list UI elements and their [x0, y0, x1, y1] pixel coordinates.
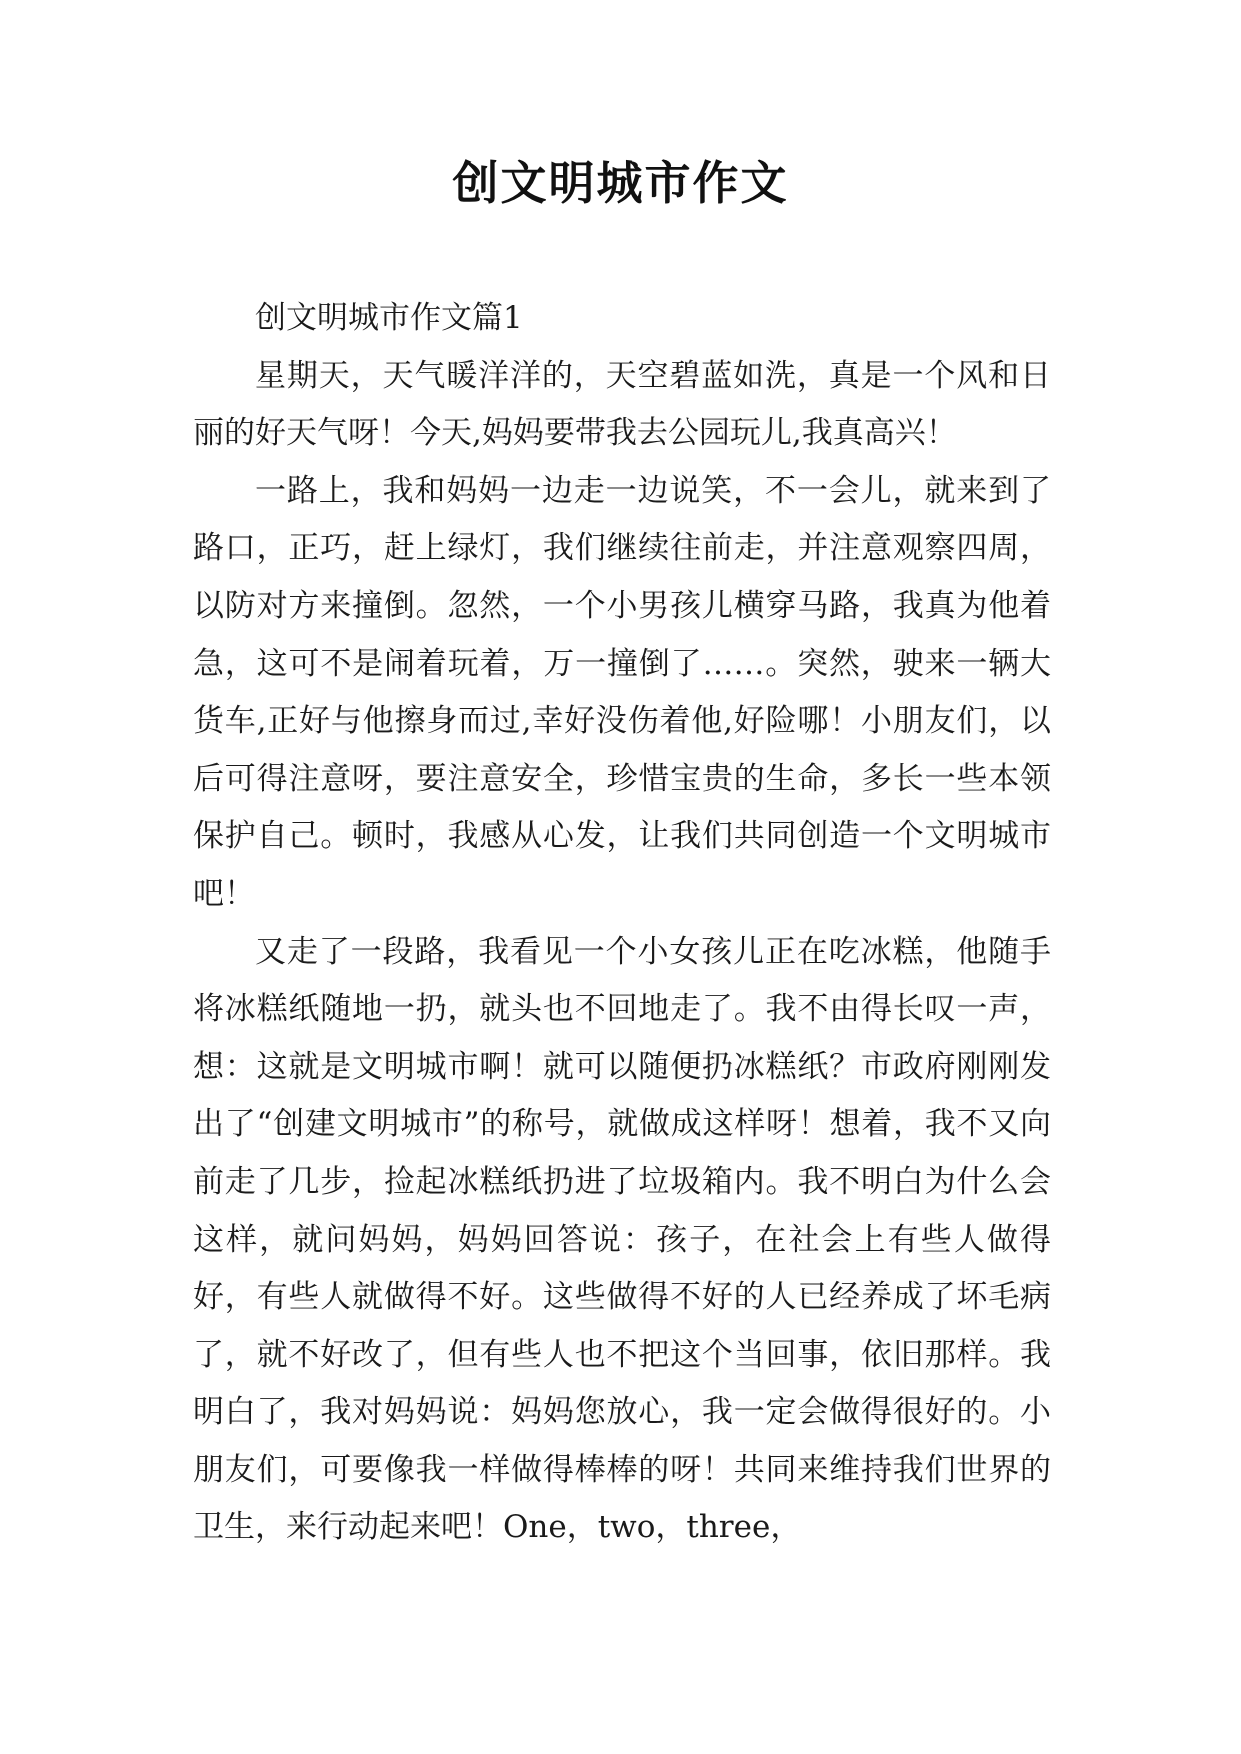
document-body [193, 290, 1051, 1557]
paragraph: 星期天，天气暖洋洋的，天空碧蓝如洗，真是一个风和日丽的好天气呀！今天,妈妈要带我去公园玩儿,我真高兴！ [193, 357, 1051, 452]
section-heading: 创文明城市作文篇1 [255, 300, 523, 336]
paragraph: 一路上，我和妈妈一边走一边说笑，不一会儿，就来到了路口，正巧，赶上绿灯，我们继续往前走，并注意观察四周，以防对方来撞倒。忽然，一个小男孩儿横穿马路，我真为他着急，这可不是闹着玩着，万一撞倒了……。突然，驶来一辆大货车,正好与他擦身而过,幸好没伤着他,好险哪！小朋友们，以后可得注意呀，要注意安全，珍惜宝贵的生命，多长一些本领保护自己。顿时，我感从心发，让我们共同创造一个文明城市吧！ [193, 472, 1051, 912]
paragraph: 又走了一段路，我看见一个小女孩儿正在吃冰糕，他随手将冰糕纸随地一扔，就头也不回地走了。我不由得长叹一声，想：这就是文明城市啊！就可以随便扔冰糕纸？市政府刚刚发出了“创建文明城市”的称号，就做成这样呀！想着，我不又向前走了几步，捡起冰糕纸扔进了垃圾箱内。我不明白为什么会这样，就问妈妈，妈妈回答说：孩子，在社会上有些人做得好，有些人就做得不好。这些做得不好的人已经养成了坏毛病了，就不好改了，但有些人也不把这个当回事，依旧那样。我明白了，我对妈妈说：妈妈您放心，我一定会做得很好的。小朋友们，可要像我一样做得棒棒的呀！共同来维持我们世界的卫生，来行动起来吧！One，two，three， [193, 933, 1051, 1546]
document-title: 创文明城市作文 [452, 156, 789, 210]
